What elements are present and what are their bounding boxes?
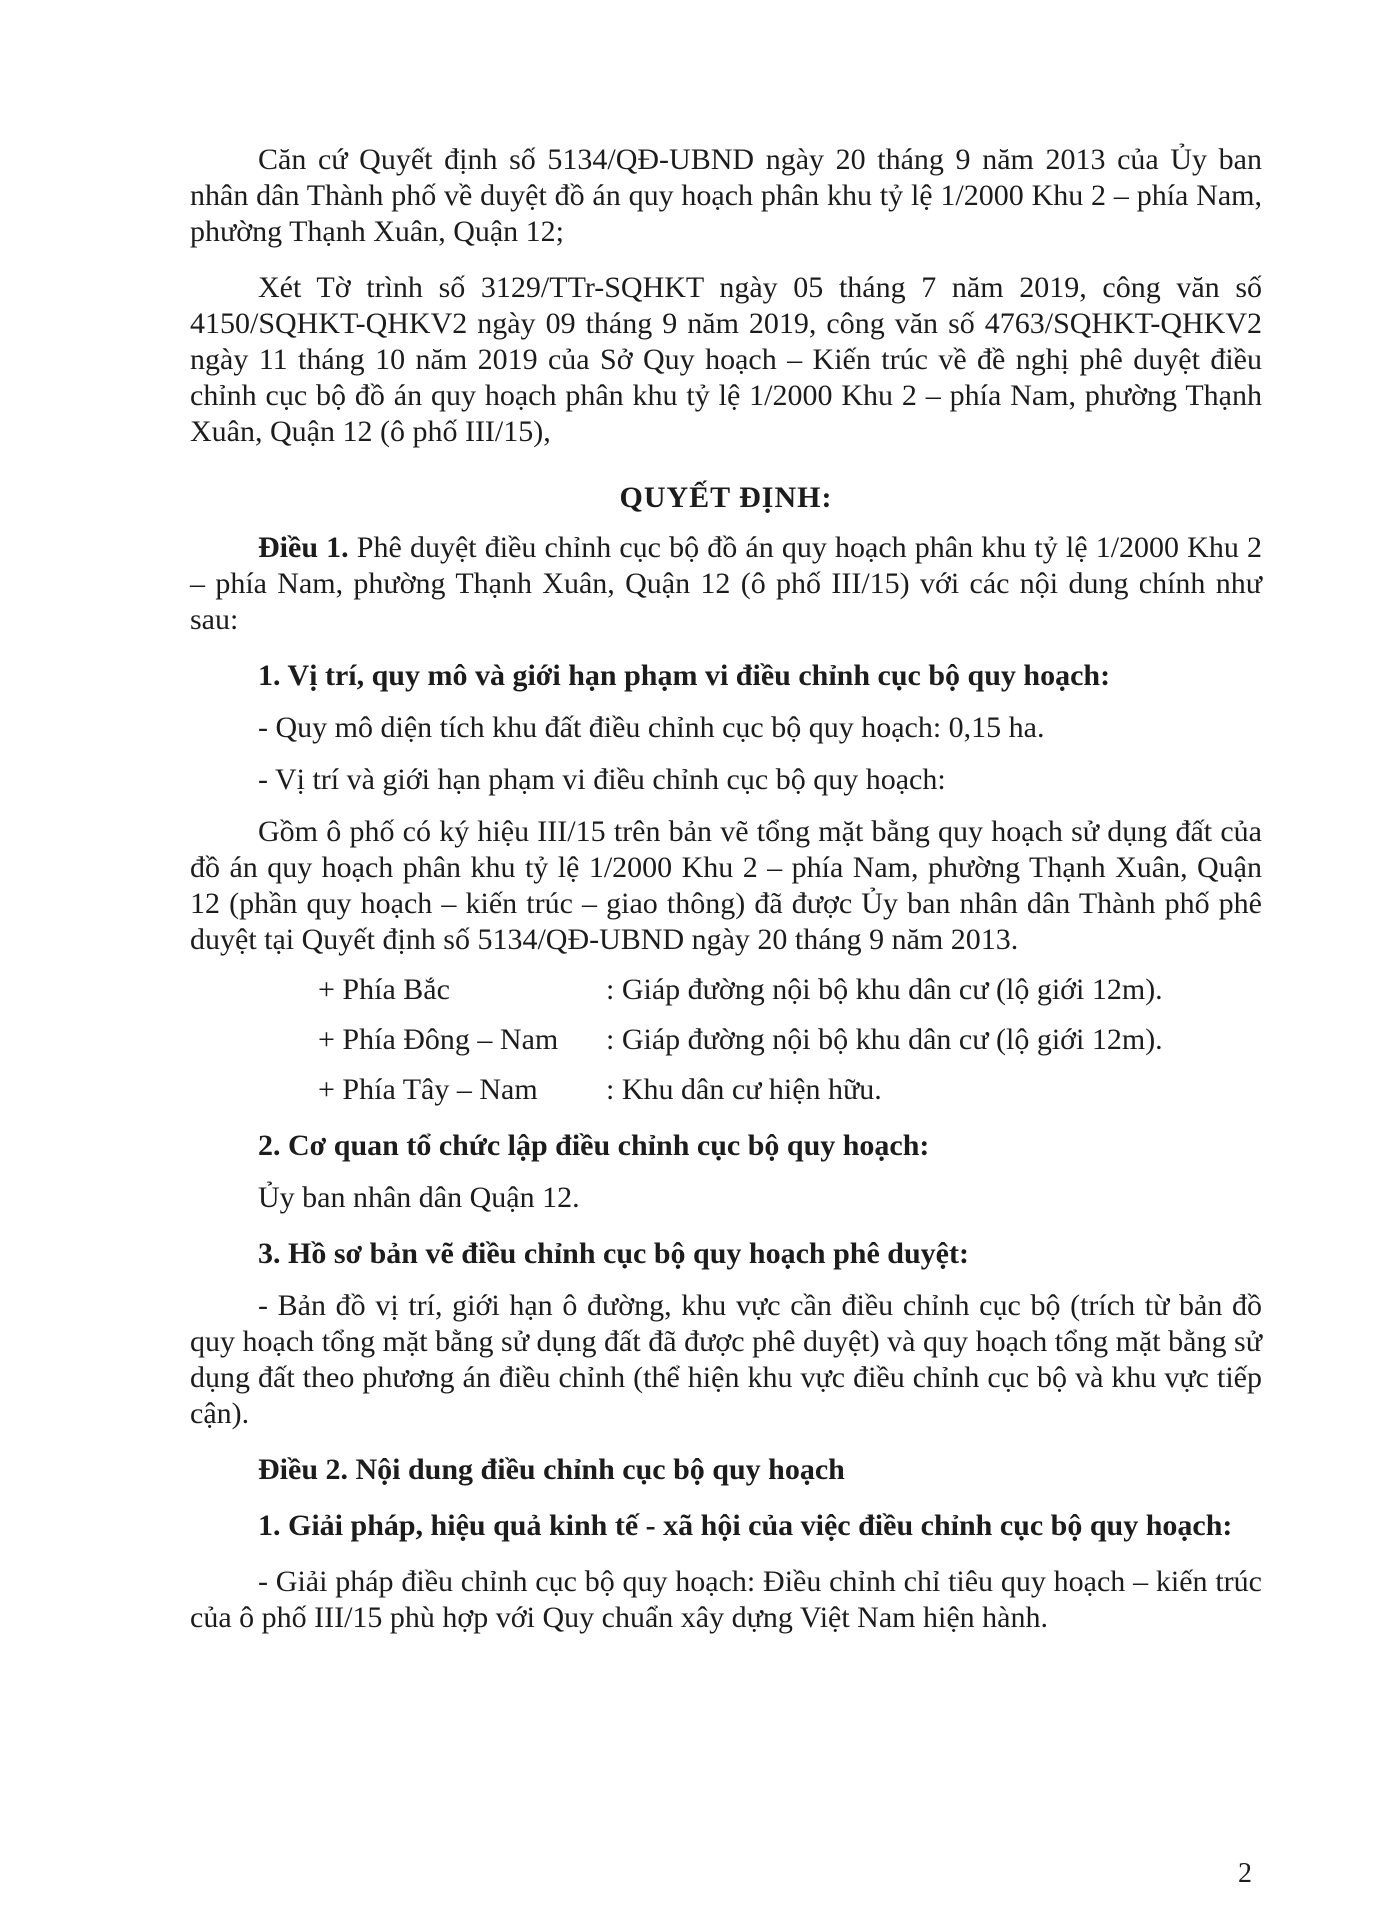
article-2-heading: Điều 2. Nội dung điều chỉnh cục bộ quy hoạch [258,1453,845,1486]
article-1-label: Điều 1. [258,531,349,564]
decision-title: QUYẾT ĐỊNH: [619,481,833,514]
section-2-heading: 2. Cơ quan tổ chức lập điều chỉnh cục bộ quy hoạch: [258,1129,930,1162]
document-body [190,142,1262,1636]
direction-row-southeast [190,1022,1262,1058]
documents-paragraph: - Bản đồ vị trí, giới hạn ô đường, khu vực cần điều chỉnh cục bộ (trích từ bản đồ quy hoạch tổng mặt bằng sử dụng đất đã được phê duyệt) và quy hoạch tổng mặt bằng sử dụng đất theo phương án điều chỉnh (thể hiện khu vực điều chỉnh cục bộ và khu vực tiếp cận). [190,1289,1262,1430]
position-paragraph: Gồm ô phố có ký hiệu III/15 trên bản vẽ tổng mặt bằng quy hoạch sử dụng đất của đồ án quy hoạch phân khu tỷ lệ 1/2000 Khu 2 – phía Nam, phường Thạnh Xuân, Quận 12 (phần quy hoạch – kiến trúc – giao thông) đã được Ủy ban nhân dân Thành phố phê duyệt tại Quyết định số 5134/QĐ-UBND ngày 20 tháng 9 năm 2013. [190,815,1262,956]
section-1-heading: 1. Vị trí, quy mô và giới hạn phạm vi điều chỉnh cục bộ quy hoạch: [258,659,1111,692]
direction-label: + Phía Đông – Nam [318,1023,559,1056]
direction-label: + Phía Tây – Nam [318,1073,538,1106]
position-label: - Vị trí và giới hạn phạm vi điều chỉnh cục bộ quy hoạch: [258,763,946,796]
article-1-text: Phê duyệt điều chỉnh cục bộ đồ án quy hoạch phân khu tỷ lệ 1/2000 Khu 2 – phía Nam, phường Thạnh Xuân, Quận 12 (ô phố III/15) với các nội dung chính như sau: [190,531,1262,636]
direction-row-southwest [190,1072,1262,1108]
direction-label: + Phía Bắc [318,973,450,1006]
direction-row-north [190,972,1262,1008]
section-4-heading: 1. Giải pháp, hiệu quả kinh tế - xã hội của việc điều chỉnh cục bộ quy hoạch: [258,1509,1233,1542]
direction-text: : Khu dân cư hiện hữu. [606,1073,882,1106]
direction-text: : Giáp đường nội bộ khu dân cư (lộ giới 12m). [606,973,1163,1006]
scale-paragraph: - Quy mô diện tích khu đất điều chỉnh cục bộ quy hoạch: 0,15 ha. [258,711,1045,744]
consideration-paragraph: Xét Tờ trình số 3129/TTr-SQHKT ngày 05 tháng 7 năm 2019, công văn số 4150/SQHKT-QHKV2 ngày 09 tháng 9 năm 2019, công văn số 4763/SQHKT-QHKV2 ngày 11 tháng 10 năm 2019 của Sở Quy hoạch – Kiến trúc về đề nghị phê duyệt điều chỉnh cục bộ đồ án quy hoạch phân khu tỷ lệ 1/2000 Khu 2 – phía Nam, phường Thạnh Xuân, Quận 12 (ô phố III/15), [190,271,1262,448]
page-number: 2 [1238,1858,1252,1889]
section-3-heading: 3. Hồ sơ bản vẽ điều chỉnh cục bộ quy hoạch phê duyệt: [258,1237,969,1270]
organization-paragraph: Ủy ban nhân dân Quận 12. [258,1181,580,1214]
direction-text: : Giáp đường nội bộ khu dân cư (lộ giới 12m). [606,1023,1163,1056]
solution-paragraph: - Giải pháp điều chỉnh cục bộ quy hoạch: Điều chỉnh chỉ tiêu quy hoạch – kiến trúc của ô phố III/15 phù hợp với Quy chuẩn xây dựng Việt Nam hiện hành. [190,1565,1262,1634]
legal-basis-paragraph: Căn cứ Quyết định số 5134/QĐ-UBND ngày 20 tháng 9 năm 2013 của Ủy ban nhân dân Thành phố về duyệt đồ án quy hoạch phân khu tỷ lệ 1/2000 Khu 2 – phía Nam, phường Thạnh Xuân, Quận 12; [190,143,1262,248]
article-1-paragraph [190,530,1262,638]
